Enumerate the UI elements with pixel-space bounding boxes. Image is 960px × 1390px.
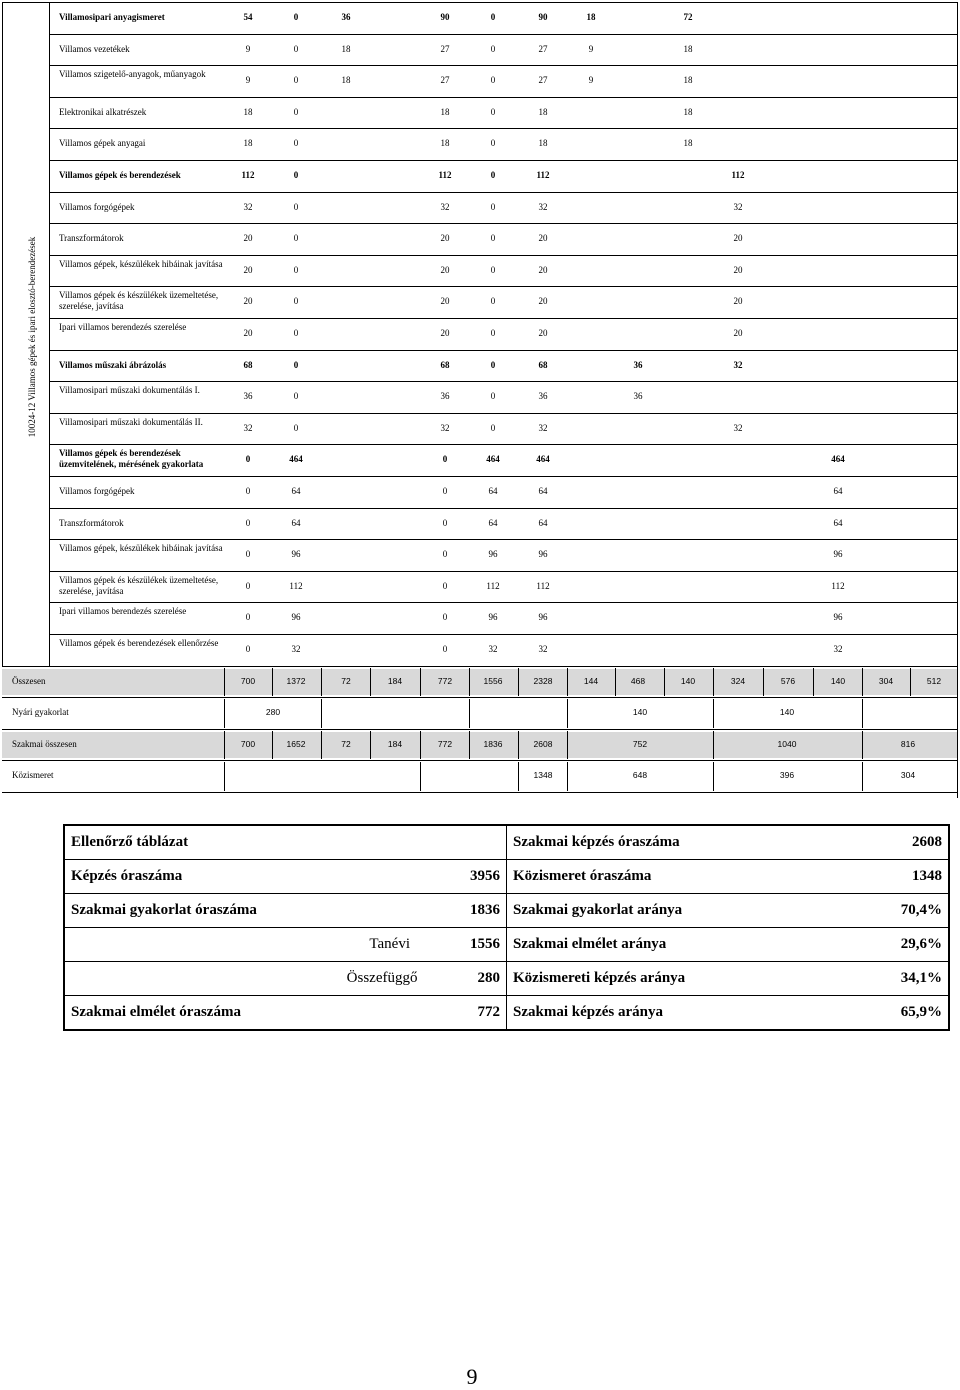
row-cell: 32	[488, 644, 498, 654]
row-label: Villamos gépek és berendezések ellenőrzése	[59, 638, 219, 648]
grid-line-vertical	[713, 668, 714, 697]
totals-row-shading	[2, 732, 957, 759]
row-cell: 64	[833, 486, 843, 496]
row-label: Villamos gépek anyagai	[59, 138, 146, 149]
summary-left-value: 3956	[470, 868, 500, 884]
row-label: Villamos forgógépek	[59, 486, 135, 496]
totals-cell: 1348	[533, 770, 553, 781]
grid-line-vertical	[957, 2, 958, 798]
summary-right-value: 1348	[912, 868, 942, 884]
row-label: Villamos gépek és berendezések	[59, 170, 181, 180]
grid-line-horizontal	[2, 760, 957, 761]
totals-cell: 700	[240, 738, 256, 749]
totals-label: Szakmai összesen	[12, 738, 77, 749]
row-label: Villamos műszaki ábrázolás	[59, 359, 167, 370]
row-cell: 464	[831, 454, 845, 465]
grid-line-vertical	[910, 668, 911, 697]
totals-cell: 304	[900, 770, 916, 781]
row-cell: 0	[293, 138, 299, 149]
row-label: Villamos gépek, készülékek hibáinak javítása	[59, 258, 223, 269]
row-cell: 0	[245, 644, 251, 654]
row-cell: 0	[490, 296, 496, 307]
row-cell: 36	[633, 391, 643, 402]
grid-line-vertical	[272, 668, 273, 697]
row-label: Ipari villamos berendezés szerelése	[59, 322, 187, 332]
row-cell: 0	[293, 43, 299, 54]
row-cell: 112	[289, 580, 303, 591]
totals-cell: 576	[780, 675, 796, 686]
row-cell: 0	[293, 170, 299, 180]
totals-cell: 772	[437, 738, 453, 749]
totals-cell: 140	[830, 675, 846, 686]
row-cell: 20	[733, 328, 743, 338]
totals-cell: 140	[632, 707, 648, 718]
row-label: Villamos gépek és berendezések üzemvitelének, mérésének gyakorlata	[59, 448, 204, 470]
row-label: Elektronikai alkatrészek	[59, 106, 147, 117]
row-label: Villamosipari műszaki dokumentálás II.	[59, 416, 203, 427]
row-cell: 27	[440, 75, 450, 86]
grid-line-horizontal	[49, 602, 957, 603]
row-cell: 0	[293, 233, 299, 244]
totals-cell: 468	[630, 675, 646, 686]
module-side-label: 10024-12 Villamos gépek és ipari elosztó-berendezések	[27, 236, 37, 438]
row-cell: 32	[538, 422, 548, 433]
row-label: Villamos szigetelő-anyagok, műanyagok	[59, 69, 206, 80]
row-cell: 0	[490, 264, 496, 275]
grid-line-horizontal	[2, 2, 957, 3]
grid-line-vertical	[567, 668, 568, 697]
row-cell: 32	[291, 644, 301, 654]
summary-right-label: Szakmai képzés óraszáma	[513, 834, 680, 850]
row-cell: 64	[833, 517, 843, 528]
row-cell: 64	[291, 517, 301, 528]
row-cell: 112	[438, 170, 452, 180]
row-cell: 464	[536, 454, 550, 465]
row-cell: 0	[293, 391, 299, 402]
row-cell: 112	[831, 580, 845, 591]
grid-line-vertical	[813, 668, 814, 697]
summary-right-cell	[507, 962, 950, 996]
row-cell: 32	[733, 201, 743, 212]
row-cell: 96	[538, 549, 548, 560]
grid-line-vertical	[420, 668, 421, 697]
totals-cell: 280	[265, 707, 281, 718]
row-cell: 0	[442, 612, 448, 623]
row-cell: 0	[442, 644, 448, 654]
summary-left-cell	[64, 962, 507, 996]
row-cell: 32	[440, 201, 450, 212]
grid-line-vertical	[420, 762, 421, 791]
summary-right-cell	[507, 996, 950, 1031]
grid-line-horizontal	[49, 318, 957, 319]
row-cell: 96	[833, 549, 843, 560]
row-cell: 20	[538, 328, 548, 338]
row-cell: 27	[440, 43, 450, 54]
grid-line-horizontal	[2, 697, 957, 698]
totals-cell: 512	[926, 675, 942, 686]
summary-left-value: 1836	[470, 902, 500, 918]
grid-line-horizontal	[49, 192, 957, 193]
summary-left-label: Képzés óraszáma	[71, 868, 183, 884]
row-cell: 18	[341, 75, 351, 86]
summary-right-cell	[507, 825, 950, 860]
row-cell: 18	[538, 138, 548, 149]
row-cell: 32	[440, 422, 450, 433]
totals-label: Összesen	[12, 675, 46, 686]
grid-line-horizontal	[49, 539, 957, 540]
row-cell: 9	[588, 75, 594, 86]
row-cell: 32	[833, 644, 843, 654]
row-cell: 464	[486, 454, 500, 465]
totals-cell: 396	[779, 770, 795, 781]
row-cell: 0	[442, 549, 448, 560]
row-cell: 20	[440, 233, 450, 244]
grid-line-vertical	[862, 699, 863, 728]
row-cell: 20	[440, 296, 450, 307]
totals-cell: 144	[583, 675, 599, 686]
row-label: Villamos forgógépek	[59, 201, 135, 212]
row-cell: 90	[440, 12, 450, 22]
totals-cell: 648	[632, 770, 648, 781]
totals-cell: 816	[900, 738, 916, 749]
row-cell: 96	[291, 549, 301, 560]
row-cell: 96	[833, 612, 843, 623]
row-cell: 68	[243, 359, 253, 370]
summary-left-cell	[64, 894, 507, 928]
summary-right-cell	[507, 928, 950, 962]
summary-right-value: 34,1%	[900, 970, 942, 986]
grid-line-horizontal	[49, 350, 957, 351]
grid-line-vertical	[370, 731, 371, 760]
row-cell: 9	[588, 43, 594, 54]
grid-line-vertical	[469, 731, 470, 760]
row-cell: 464	[289, 454, 303, 465]
totals-cell: 1836	[483, 738, 503, 749]
totals-label: Közismeret	[12, 770, 54, 781]
row-cell: 32	[538, 201, 548, 212]
row-label: Villamosipari műszaki dokumentálás I.	[59, 385, 200, 396]
row-cell: 20	[243, 233, 253, 244]
row-cell: 0	[490, 391, 496, 402]
summary-right-cell	[507, 894, 950, 928]
row-cell: 0	[293, 359, 299, 370]
totals-cell: 2328	[533, 675, 553, 686]
row-label: Villamosipari anyagismeret	[59, 12, 165, 22]
totals-cell: 2608	[533, 738, 553, 749]
grid-line-vertical	[713, 731, 714, 760]
grid-line-vertical	[567, 699, 568, 728]
grid-line-vertical	[272, 731, 273, 760]
row-cell: 0	[490, 106, 496, 117]
totals-cell: 304	[878, 675, 894, 686]
summary-left-label: Tanévi	[369, 936, 410, 952]
row-cell: 0	[245, 549, 251, 560]
grid-line-horizontal	[2, 792, 957, 793]
row-cell: 0	[490, 75, 496, 86]
grid-line-vertical	[567, 731, 568, 760]
row-label: Villamos gépek, készülékek hibáinak javítása	[59, 543, 223, 554]
totals-cell: 140	[779, 707, 795, 718]
totals-cell: 324	[730, 675, 746, 686]
summary-left-label: Szakmai gyakorlat óraszáma	[71, 902, 257, 918]
row-cell: 64	[538, 486, 548, 496]
row-label: Villamos gépek és készülékek üzemeltetése, szerelése, javítása	[59, 290, 219, 312]
row-cell: 18	[683, 43, 693, 54]
row-cell: 32	[733, 422, 743, 433]
row-cell: 0	[245, 612, 251, 623]
row-cell: 0	[245, 517, 251, 528]
page-number: 9	[466, 1364, 478, 1389]
summary-left-label: Szakmai elmélet óraszáma	[71, 1004, 241, 1020]
grid-line-horizontal	[2, 666, 957, 667]
grid-line-vertical	[664, 668, 665, 697]
row-cell: 0	[442, 454, 448, 465]
row-cell: 18	[243, 138, 253, 149]
row-cell: 20	[733, 296, 743, 307]
totals-cell: 140	[680, 675, 696, 686]
row-cell: 9	[245, 43, 251, 54]
row-cell: 112	[536, 580, 550, 591]
row-cell: 54	[243, 12, 253, 22]
summary-right-value: 65,9%	[900, 1004, 942, 1020]
summary-right-label: Közismeret óraszáma	[513, 868, 652, 884]
row-cell: 68	[538, 359, 548, 370]
grid-line-vertical	[862, 668, 863, 697]
row-cell: 32	[243, 422, 253, 433]
row-cell: 0	[490, 170, 496, 180]
row-cell: 0	[490, 138, 496, 149]
grid-line-vertical	[615, 668, 616, 697]
totals-cell: 1652	[286, 738, 306, 749]
row-label: Transzformátorok	[59, 517, 124, 528]
row-cell: 18	[586, 12, 596, 22]
grid-line-vertical	[321, 699, 322, 728]
row-cell: 32	[538, 644, 548, 654]
grid-line-horizontal	[49, 476, 957, 477]
row-cell: 0	[293, 422, 299, 433]
row-cell: 18	[683, 106, 693, 117]
row-cell: 112	[731, 170, 745, 180]
row-cell: 0	[245, 454, 251, 465]
grid-line-vertical	[420, 731, 421, 760]
row-cell: 0	[293, 75, 299, 86]
row-cell: 90	[538, 12, 548, 22]
row-cell: 18	[243, 106, 253, 117]
row-cell: 36	[440, 391, 450, 402]
row-cell: 20	[243, 328, 253, 338]
summary-right-value: 70,4%	[900, 902, 942, 918]
row-cell: 0	[442, 580, 448, 591]
row-cell: 64	[488, 486, 498, 496]
row-cell: 0	[490, 43, 496, 54]
row-cell: 0	[293, 201, 299, 212]
row-cell: 36	[341, 12, 351, 22]
row-cell: 27	[538, 43, 548, 54]
row-cell: 96	[291, 612, 301, 623]
summary-title-cell	[64, 825, 507, 860]
row-cell: 20	[538, 233, 548, 244]
grid-line-horizontal	[49, 65, 957, 66]
row-cell: 20	[538, 264, 548, 275]
row-cell: 0	[490, 233, 496, 244]
control-summary-table	[63, 824, 950, 1031]
totals-cell: 1040	[777, 738, 797, 749]
row-cell: 0	[442, 486, 448, 496]
grid-line-vertical	[469, 699, 470, 728]
row-cell: 20	[243, 296, 253, 307]
totals-cell: 752	[632, 738, 648, 749]
row-label: Transzformátorok	[59, 233, 124, 244]
row-cell: 68	[440, 359, 450, 370]
totals-label: Nyári gyakorlat	[12, 707, 69, 718]
row-cell: 27	[538, 75, 548, 86]
totals-cell: 772	[437, 675, 453, 686]
grid-line-vertical	[862, 762, 863, 791]
grid-line-horizontal	[49, 634, 957, 635]
summary-right-value: 2608	[912, 834, 942, 850]
row-cell: 18	[440, 138, 450, 149]
row-cell: 18	[538, 106, 548, 117]
grid-line-vertical	[49, 2, 50, 666]
grid-line-horizontal	[49, 444, 957, 445]
row-cell: 0	[293, 296, 299, 307]
grid-line-horizontal	[49, 97, 957, 98]
summary-right-label: Közismereti képzés aránya	[513, 970, 686, 986]
grid-line-horizontal	[49, 160, 957, 161]
row-cell: 18	[683, 75, 693, 86]
summary-left-cell	[64, 860, 507, 894]
totals-cell: 72	[341, 675, 351, 686]
grid-line-vertical	[518, 731, 519, 760]
row-cell: 36	[633, 359, 643, 370]
row-cell: 32	[733, 359, 743, 370]
row-cell: 112	[536, 170, 550, 180]
totals-cell: 184	[387, 675, 403, 686]
row-cell: 0	[490, 12, 496, 22]
row-cell: 36	[538, 391, 548, 402]
summary-right-label: Szakmai elmélet aránya	[513, 936, 667, 952]
row-cell: 0	[293, 106, 299, 117]
totals-cell: 1372	[286, 675, 306, 686]
grid-line-horizontal	[49, 571, 957, 572]
summary-right-label: Szakmai képzés aránya	[513, 1004, 663, 1020]
grid-line-horizontal	[49, 34, 957, 35]
row-cell: 0	[293, 328, 299, 338]
row-cell: 64	[488, 517, 498, 528]
row-cell: 0	[442, 517, 448, 528]
summary-left-cell	[64, 996, 507, 1031]
row-cell: 0	[293, 12, 299, 22]
summary-left-label: Összefüggő	[346, 970, 418, 986]
summary-right-label: Szakmai gyakorlat aránya	[513, 902, 683, 918]
grid-line-vertical	[224, 699, 225, 728]
row-cell: 20	[538, 296, 548, 307]
row-cell: 0	[490, 422, 496, 433]
totals-cell: 72	[341, 738, 351, 749]
grid-line-horizontal	[49, 413, 957, 414]
grid-line-vertical	[713, 699, 714, 728]
summary-left-value: 772	[477, 1004, 500, 1020]
row-label: Ipari villamos berendezés szerelése	[59, 606, 187, 617]
row-cell: 0	[490, 328, 496, 338]
row-cell: 32	[243, 201, 253, 212]
summary-left-value: 1556	[470, 936, 500, 952]
summary-left-cell	[64, 928, 507, 962]
grid-line-vertical	[713, 762, 714, 791]
row-cell: 20	[243, 264, 253, 275]
row-cell: 0	[245, 486, 251, 496]
curriculum-hours-table	[2, 2, 957, 798]
row-cell: 20	[733, 264, 743, 275]
grid-line-vertical	[763, 668, 764, 697]
grid-line-vertical	[469, 668, 470, 697]
summary-title: Ellenőrző táblázat	[71, 834, 189, 850]
grid-line-vertical	[321, 731, 322, 760]
row-cell: 64	[538, 517, 548, 528]
row-cell: 0	[490, 201, 496, 212]
totals-cell: 184	[387, 738, 403, 749]
row-cell: 112	[241, 170, 255, 180]
grid-line-vertical	[518, 668, 519, 697]
row-cell: 18	[341, 43, 351, 54]
grid-line-vertical	[518, 762, 519, 791]
grid-line-horizontal	[49, 381, 957, 382]
row-cell: 72	[683, 12, 693, 22]
row-cell: 96	[488, 612, 498, 623]
grid-line-vertical	[370, 668, 371, 697]
grid-line-horizontal	[49, 128, 957, 129]
summary-left-value: 280	[477, 970, 500, 986]
grid-line-horizontal	[49, 223, 957, 224]
row-cell: 18	[683, 138, 693, 149]
grid-line-horizontal	[2, 729, 957, 730]
totals-cell: 1556	[483, 675, 503, 686]
row-cell: 20	[733, 233, 743, 244]
row-cell: 36	[243, 391, 253, 402]
row-cell: 18	[440, 106, 450, 117]
row-cell: 96	[488, 549, 498, 560]
grid-line-vertical	[224, 762, 225, 791]
summary-right-value: 29,6%	[900, 936, 942, 952]
row-cell: 0	[293, 264, 299, 275]
row-label: Villamos gépek és készülékek üzemeltetése, szerelése, javítása	[59, 574, 219, 596]
grid-line-horizontal	[49, 255, 957, 256]
grid-line-horizontal	[49, 286, 957, 287]
row-cell: 64	[291, 486, 301, 496]
row-cell: 20	[440, 328, 450, 338]
row-cell: 0	[490, 359, 496, 370]
row-cell: 112	[486, 580, 500, 591]
grid-line-vertical	[224, 731, 225, 760]
grid-line-vertical	[224, 668, 225, 697]
row-cell: 9	[245, 75, 251, 86]
summary-right-cell	[507, 860, 950, 894]
grid-line-horizontal	[49, 508, 957, 509]
row-cell: 0	[245, 580, 251, 591]
row-cell: 96	[538, 612, 548, 623]
grid-line-vertical	[567, 762, 568, 791]
row-label: Villamos vezetékek	[59, 43, 130, 54]
row-cell: 20	[440, 264, 450, 275]
grid-line-vertical	[862, 731, 863, 760]
grid-line-vertical	[2, 2, 3, 666]
grid-line-vertical	[321, 668, 322, 697]
totals-cell: 700	[240, 675, 256, 686]
